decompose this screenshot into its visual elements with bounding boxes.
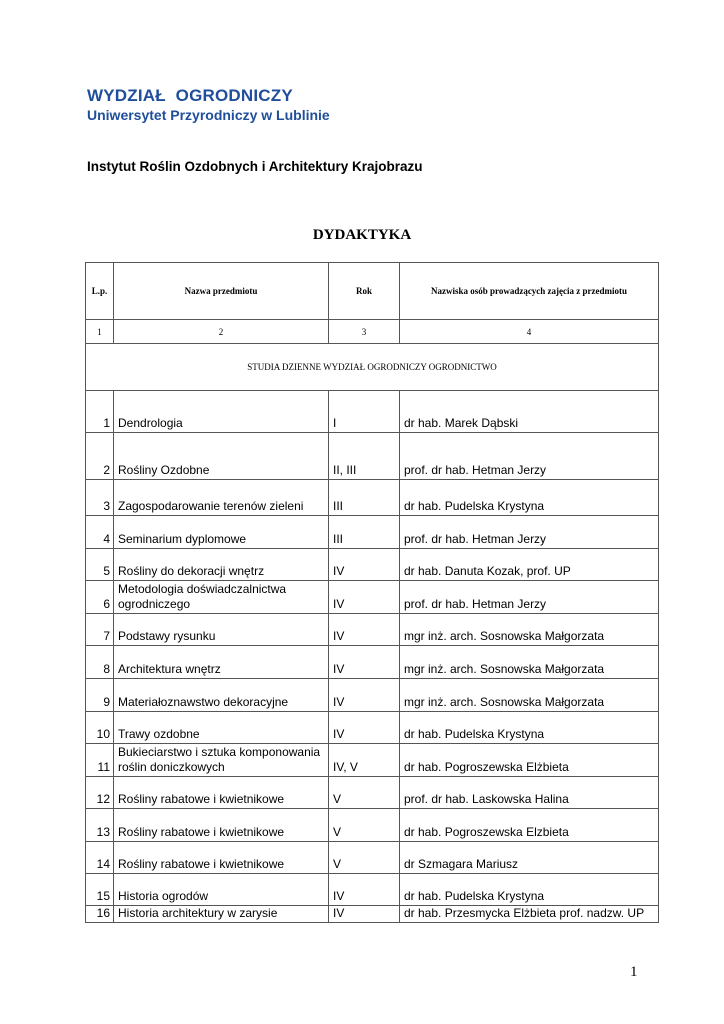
cell-year: IV [329, 712, 400, 744]
cell-year: I [329, 391, 400, 433]
table-row [86, 906, 659, 923]
page-number: 1 [630, 964, 638, 980]
faculty-title: WYDZIAŁ OGRODNICZY [87, 86, 293, 105]
cell-subject: Dendrologia [114, 391, 329, 433]
column-number-row [86, 320, 659, 344]
table-header-row [86, 263, 659, 320]
cell-subject: Historia architektury w zarysie [114, 906, 329, 923]
cell-lp: 1 [86, 391, 114, 433]
cell-subject: Bukieciarstwo i sztuka komponowania roślin doniczkowych [114, 744, 329, 777]
cell-year: IV [329, 906, 400, 923]
cell-names: dr Szmagara Mariusz [400, 842, 659, 874]
cell-lp: 6 [86, 581, 114, 614]
table-row [86, 480, 659, 516]
table-row [86, 516, 659, 549]
column-number: 3 [329, 320, 400, 344]
header-lp: L.p. [86, 263, 114, 320]
cell-names: dr hab. Pudelska Krystyna [400, 480, 659, 516]
cell-subject: Rośliny rabatowe i kwietnikowe [114, 842, 329, 874]
cell-names: prof. dr hab. Laskowska Halina [400, 777, 659, 809]
header-names: Nazwiska osób prowadzących zajęcia z przedmiotu [400, 263, 659, 320]
cell-lp: 8 [86, 646, 114, 679]
table-row [86, 744, 659, 777]
cell-names: dr hab. Pogroszewska Elzbieta [400, 809, 659, 842]
cell-year: IV [329, 614, 400, 646]
cell-year: IV [329, 679, 400, 712]
table-row [86, 391, 659, 433]
cell-lp: 13 [86, 809, 114, 842]
column-number: 4 [400, 320, 659, 344]
cell-lp: 11 [86, 744, 114, 777]
table-row [86, 874, 659, 906]
table-row [86, 809, 659, 842]
cell-names: mgr inż. arch. Sosnowska Małgorzata [400, 679, 659, 712]
section-row [86, 344, 659, 391]
cell-lp: 10 [86, 712, 114, 744]
cell-year: IV, V [329, 744, 400, 777]
cell-year: IV [329, 646, 400, 679]
cell-names: prof. dr hab. Hetman Jerzy [400, 581, 659, 614]
table-row [86, 646, 659, 679]
cell-subject: Rośliny do dekoracji wnętrz [114, 549, 329, 581]
cell-lp: 4 [86, 516, 114, 549]
cell-names: dr hab. Pudelska Krystyna [400, 712, 659, 744]
cell-year: IV [329, 549, 400, 581]
cell-lp: 3 [86, 480, 114, 516]
column-number: 1 [86, 320, 114, 344]
table-row [86, 614, 659, 646]
table-row [86, 549, 659, 581]
cell-subject: Seminarium dyplomowe [114, 516, 329, 549]
table-row [86, 433, 659, 480]
cell-subject: Materiałoznawstwo dekoracyjne [114, 679, 329, 712]
table-row [86, 679, 659, 712]
cell-lp: 15 [86, 874, 114, 906]
cell-lp: 2 [86, 433, 114, 480]
cell-subject: Metodologia doświadczalnictwa ogrodniczego [114, 581, 329, 614]
cell-lp: 5 [86, 549, 114, 581]
cell-subject: Trawy ozdobne [114, 712, 329, 744]
courses-table [85, 262, 659, 923]
cell-lp: 14 [86, 842, 114, 874]
column-number: 2 [114, 320, 329, 344]
university-name: Uniwersytet Przyrodniczy w Lublinie [87, 107, 330, 123]
table-row [86, 777, 659, 809]
cell-subject: Rośliny rabatowe i kwietnikowe [114, 777, 329, 809]
cell-subject: Rośliny Ozdobne [114, 433, 329, 480]
cell-lp: 9 [86, 679, 114, 712]
cell-subject: Historia ogrodów [114, 874, 329, 906]
cell-names: prof. dr hab. Hetman Jerzy [400, 433, 659, 480]
cell-year: V [329, 809, 400, 842]
header-year: Rok [329, 263, 400, 320]
cell-names: dr hab. Danuta Kozak, prof. UP [400, 549, 659, 581]
cell-subject: Zagospodarowanie terenów zieleni [114, 480, 329, 516]
cell-names: mgr inż. arch. Sosnowska Małgorzata [400, 614, 659, 646]
cell-subject: Podstawy rysunku [114, 614, 329, 646]
cell-year: III [329, 480, 400, 516]
cell-year: IV [329, 581, 400, 614]
section-label: STUDIA DZIENNE WYDZIAŁ OGRODNICZY OGRODNICTWO [86, 344, 659, 391]
cell-names: dr hab. Przesmycka Elżbieta prof. nadzw. UP [400, 906, 659, 923]
institute-name: Instytut Roślin Ozdobnych i Architektury Krajobrazu [87, 159, 423, 174]
cell-lp: 7 [86, 614, 114, 646]
cell-names: mgr inż. arch. Sosnowska Małgorzata [400, 646, 659, 679]
cell-lp: 12 [86, 777, 114, 809]
cell-names: prof. dr hab. Hetman Jerzy [400, 516, 659, 549]
section-title: DYDAKTYKA [312, 227, 412, 243]
cell-year: V [329, 777, 400, 809]
table-row [86, 842, 659, 874]
cell-year: V [329, 842, 400, 874]
cell-names: dr hab. Pudelska Krystyna [400, 874, 659, 906]
cell-year: IV [329, 874, 400, 906]
header-subject: Nazwa przedmiotu [114, 263, 329, 320]
cell-lp: 16 [86, 906, 114, 923]
cell-names: dr hab. Marek Dąbski [400, 391, 659, 433]
cell-names: dr hab. Pogroszewska Elżbieta [400, 744, 659, 777]
cell-subject: Rośliny rabatowe i kwietnikowe [114, 809, 329, 842]
cell-year: II, III [329, 433, 400, 480]
cell-year: III [329, 516, 400, 549]
table-row [86, 581, 659, 614]
table-row [86, 712, 659, 744]
cell-subject: Architektura wnętrz [114, 646, 329, 679]
